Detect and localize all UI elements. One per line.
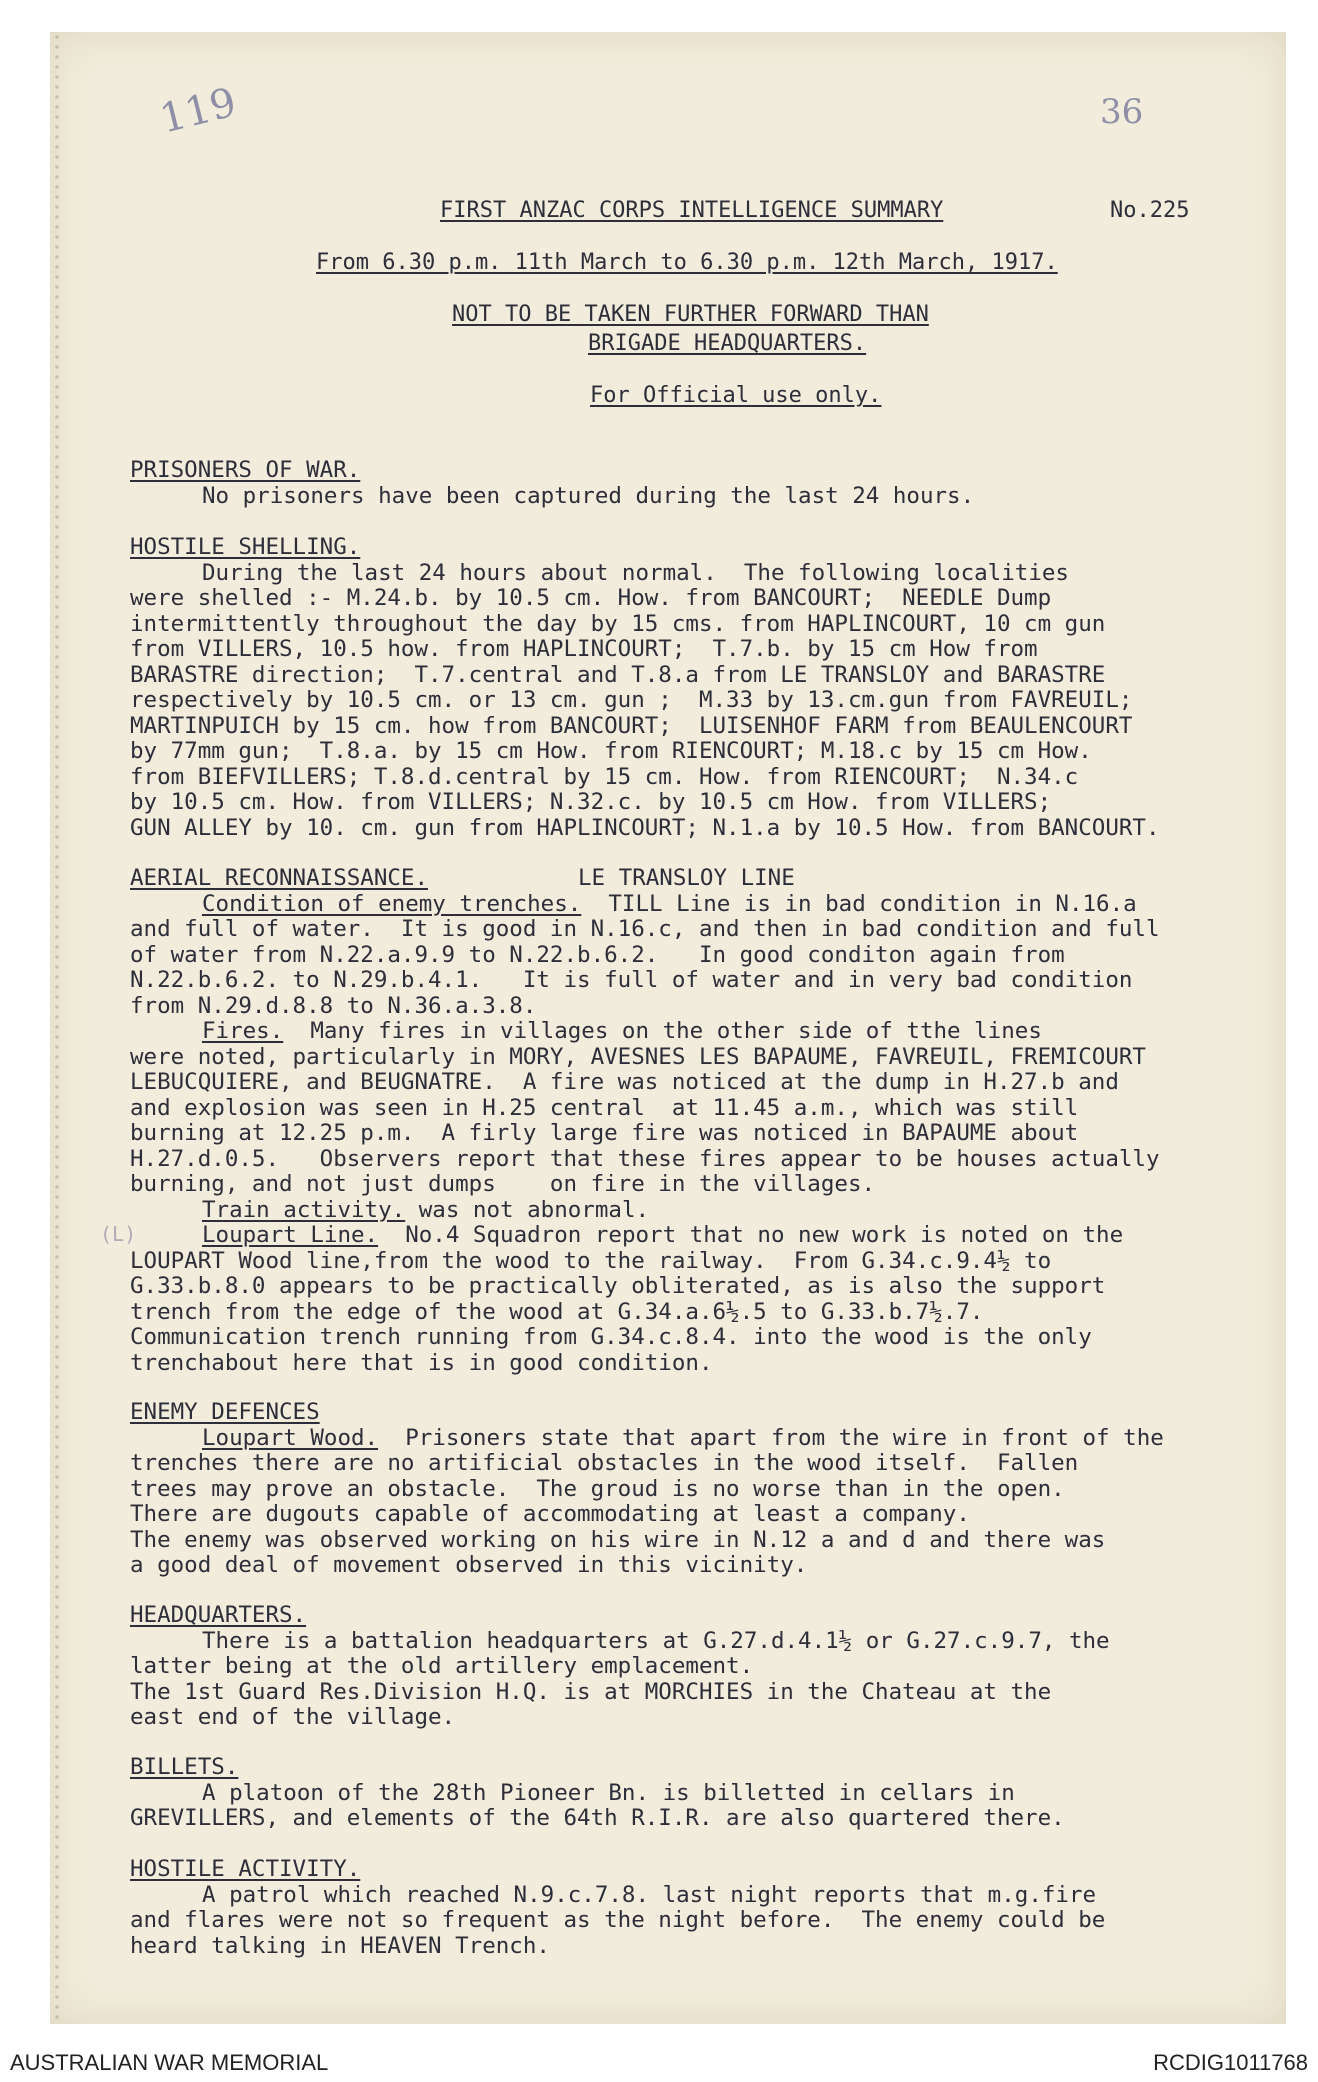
text-line: LOUPART Wood line,from the wood to the railway. From G.34.c.9.4½ to <box>130 1247 1052 1274</box>
footer-reference: RCDIG1011768 <box>1153 2050 1308 2075</box>
document-number: No.225 <box>1110 198 1190 223</box>
text-line: from VILLERS, 10.5 how. from HAPLINCOURT; T.7.b. by 15 cm How from <box>130 636 1038 662</box>
footer-institution: AUSTRALIAN WAR MEMORIAL <box>10 2050 329 2075</box>
section-hostile-activity <box>130 1857 1290 1959</box>
subsection-label: Loupart Line. <box>202 1222 379 1248</box>
section-billets <box>130 1755 1290 1832</box>
section-heading: HEADQUARTERS. <box>130 1602 307 1628</box>
text-line: were noted, particularly in MORY, AVESNES LES BAPAUME, FAVREUIL, FREMICOURT <box>130 1043 1146 1070</box>
section-subheading: LE TRANSLOY LINE <box>578 865 795 891</box>
text-line: GREVILLERS, and elements of the 64th R.I.R. are also quartered there. <box>130 1805 1065 1831</box>
section-heading: PRISONERS OF WAR. <box>130 457 361 483</box>
classification: For Official use only. <box>590 383 882 408</box>
subsection-label: Fires. <box>202 1018 284 1044</box>
text-run: was not abnormal. <box>405 1196 650 1223</box>
text-line: H.27.d.0.5. Observers report that these fires appear to be houses actually <box>130 1145 1160 1172</box>
text-line: intermittently throughout the day by 15 cms. from HAPLINCOURT, 10 cm gun <box>130 610 1106 637</box>
section-headquarters <box>130 1603 1290 1731</box>
text-line: The enemy was observed working on his wire in N.12 a and d and there was <box>130 1526 1106 1553</box>
restriction-line-2: BRIGADE HEADQUARTERS. <box>588 331 867 356</box>
section-heading: AERIAL RECONNAISSANCE. <box>130 865 429 891</box>
perforated-edge <box>50 32 64 2024</box>
section-shelling <box>130 535 1290 841</box>
text-line: burning at 12.25 p.m. A firly large fire was noticed in BAPAUME about <box>130 1120 1079 1146</box>
section-defences <box>130 1400 1290 1579</box>
section-prisoners <box>130 458 1290 509</box>
handwritten-number-left: 119 <box>155 79 241 143</box>
text-line: GUN ALLEY by 10. cm. gun from HAPLINCOURT; N.1.a by 10.5 How. from BANCOURT. <box>130 814 1160 841</box>
text-line: heard talking in HEAVEN Trench. <box>130 1932 550 1959</box>
text-line: and full of water. It is good in N.16.c, and then in bad condition and full <box>130 916 1160 942</box>
text-line: by 77mm gun; T.8.a. by 15 cm How. from RIENCOURT; M.18.c by 15 cm How. <box>130 738 1092 764</box>
text-line: east end of the village. <box>130 1704 456 1730</box>
text-line: MARTINPUICH by 15 cm. how from BANCOURT; LUISENHOF FARM from BEAULENCOURT <box>130 712 1133 739</box>
restriction-line-1: NOT TO BE TAKEN FURTHER FORWARD THAN <box>452 302 929 327</box>
text-line: were shelled :- M.24.b. by 10.5 cm. How. from BANCOURT; NEEDLE Dump <box>130 585 1052 611</box>
text-line: trees may prove an obstacle. The groud is no worse than in the open. <box>130 1475 1065 1502</box>
handwritten-number-right: 36 <box>1100 92 1144 132</box>
text-line: The 1st Guard Res.Division H.Q. is at MORCHIES in the Chateau at the <box>130 1678 1052 1705</box>
text-line: A patrol which reached N.9.c.7.8. last night reports that m.g.fire <box>202 1881 1097 1908</box>
text-run: Prisoners state that apart from the wire in front of the <box>378 1424 1164 1451</box>
document-title: FIRST ANZAC CORPS INTELLIGENCE SUMMARY <box>440 198 944 223</box>
text-line: by 10.5 cm. How. from VILLERS; N.32.c. by 10.5 cm How. from VILLERS; <box>130 789 1052 815</box>
text-line: During the last 24 hours about normal. The following localities <box>202 559 1069 586</box>
text-run: TILL Line is in bad condition in N.16.a <box>581 890 1137 917</box>
subsection-label: Loupart Wood. <box>202 1424 379 1451</box>
section-heading: BILLETS. <box>130 1754 239 1780</box>
section-aerial <box>130 866 1290 1376</box>
section-heading: ENEMY DEFENCES <box>130 1399 320 1425</box>
text-line: respectively by 10.5 cm. or 13 cm. gun ; M.33 by 13.cm.gun from FAVREUIL; <box>130 687 1133 713</box>
text-line: There is a battalion headquarters at G.27.d.4.1½ or G.27.c.9.7, the <box>202 1627 1110 1654</box>
text-line: There are dugouts capable of accommodating at least a company. <box>130 1501 970 1527</box>
text-line: of water from N.22.a.9.9 to N.22.b.6.2. In good conditon again from <box>130 941 1065 968</box>
margin-mark: (L) <box>100 1222 137 1246</box>
text-line: latter being at the old artillery emplacement. <box>130 1653 754 1679</box>
text-run: Many fires in villages on the other side of tthe lines <box>283 1018 1042 1044</box>
section-heading: HOSTILE ACTIVITY. <box>130 1856 361 1882</box>
text-line: A platoon of the 28th Pioneer Bn. is billetted in cellars in <box>202 1779 1015 1806</box>
report-period: From 6.30 p.m. 11th March to 6.30 p.m. 12th March, 1917. <box>316 250 1058 275</box>
text-line: from BIEFVILLERS; T.8.d.central by 15 cm. How. from RIENCOURT; N.34.c <box>130 763 1079 790</box>
text-line: G.33.b.8.0 appears to be practically obliterated, as is also the support <box>130 1273 1106 1299</box>
text-line: Communication trench running from G.34.c.8.4. into the wood is the only <box>130 1324 1092 1350</box>
text-line: trenches there are no artificial obstacles in the wood itself. Fallen <box>130 1450 1079 1476</box>
text-line: a good deal of movement observed in this vicinity. <box>130 1552 808 1578</box>
text-line: trench from the edge of the wood at G.34.a.6½.5 to G.33.b.7½.7. <box>130 1298 984 1325</box>
text-line: and flares were not so frequent as the night before. The enemy could be <box>130 1907 1106 1933</box>
text-line: LEBUCQUIERE, and BEUGNATRE. A fire was noticed at the dump in H.27.b and <box>130 1069 1119 1095</box>
text-line: BARASTRE direction; T.7.central and T.8.a from LE TRANSLOY and BARASTRE <box>130 661 1106 688</box>
text-line: from N.29.d.8.8 to N.36.a.3.8. <box>130 992 537 1019</box>
text-line: and explosion was seen in H.25 central at 11.45 a.m., which was still <box>130 1094 1079 1121</box>
text-line: N.22.b.6.2. to N.29.b.4.1. It is full of water and in very bad condition <box>130 967 1133 993</box>
text-line: No prisoners have been captured during the last 24 hours. <box>202 482 975 509</box>
section-heading: HOSTILE SHELLING. <box>130 534 361 560</box>
text-line: burning, and not just dumps on fire in the villages. <box>130 1171 876 1197</box>
subsection-label: Condition of enemy trenches. <box>202 890 582 917</box>
text-run: No.4 Squadron report that no new work is noted on the <box>378 1222 1124 1248</box>
subsection-label: Train activity. <box>202 1196 406 1223</box>
text-line: trenchabout here that is in good condition. <box>130 1349 713 1376</box>
